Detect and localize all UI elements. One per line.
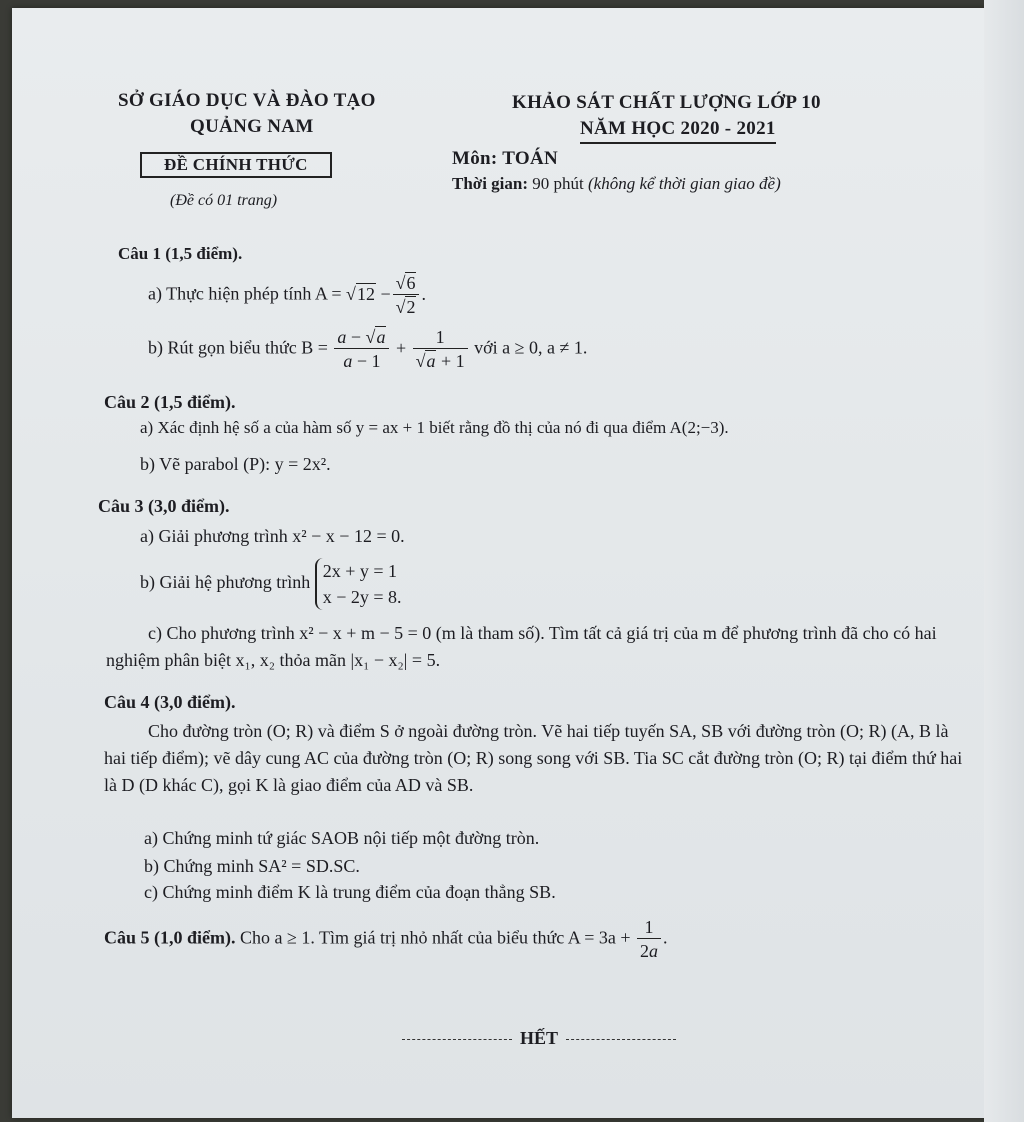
q3-a: a) Giải phương trình x² − x − 12 = 0. [140,526,405,546]
q1-title: Câu 1 (1,5 điểm). [118,244,243,263]
q5: Câu 5 (1,0 điểm). Cho a ≥ 1. Tìm giá trị nhỏ nhất của biểu thức A = 3a + $\frac{1}{2a}$ . [104,917,668,961]
q3-b-text: b) Giải hệ phương trình [140,572,311,593]
q2-b: b) Vẽ parabol (P): y = 2x². [140,454,331,474]
province-name: QUẢNG NAM [190,116,314,137]
end-marker: HẾT [520,1028,559,1048]
q1-a [148,272,426,319]
time-note: (không kể thời gian giao đề) [588,174,781,193]
q1-b-expr: $\frac{a - √a}{a - 1}$ + $\frac{1}{√a + 1}$ [332,338,469,358]
q4-body: Cho đường tròn (O; R) và điểm S ở ngoài đường tròn. Vẽ hai tiếp tuyến SA, SB với đường tròn (O; R) (A, B là hai tiếp điểm); vẽ dây cung AC của đường tròn (O; R) song song với SB. Tia SC cắt đường tròn (O; R) tại điểm thứ hai là D (D khác C), gọi K là giao điểm của AD và SB. [104,721,963,795]
q3-eq2: x − 2y = 8. [322,587,402,607]
q1-a-text: a) Thực hiện phép tính A = [148,283,342,304]
q4-a: a) Chứng minh tứ giác SAOB nội tiếp một đường tròn. [144,828,540,848]
q5-title: Câu 5 (1,0 điểm). [104,927,236,948]
q5-text: Cho a ≥ 1. Tìm giá trị nhỏ nhất của biểu thức A = 3a + [240,927,631,948]
q4-b: b) Chứng minh SA² = SD.SC. [144,856,360,876]
end-line [394,1028,684,1049]
time-label: Thời gian: [452,174,529,193]
time-line [452,174,781,194]
end-dash-right [566,1039,676,1040]
q3-system [315,558,402,610]
subject: Môn: TOÁN [452,148,558,169]
time-value: 90 phút [532,174,584,193]
q2-a: a) Xác định hệ số a của hàm số y = ax + 1 biết rằng đồ thị của nó đi qua điểm A(2;−3). [140,418,729,437]
page-note: (Đề có 01 trang) [170,192,278,209]
q3-b [140,558,402,610]
q3-c: c) Cho phương trình x² − x + m − 5 = 0 (m là tham số). Tìm tất cả giá trị của m để phương trình đã cho có hai nghiệm phân biệt x₁, x₂ thỏa mãn |x₁ − x₂| = 5. [106,623,937,670]
q4-title: Câu 4 (3,0 điểm). [104,692,236,712]
q4-c: c) Chứng minh điểm K là trung điểm của đoạn thẳng SB. [144,882,556,902]
paper-edge [984,0,1024,1122]
q3-eq1: 2x + y = 1 [322,561,398,581]
department-name: SỞ GIÁO DỤC VÀ ĐÀO TẠO [118,90,376,111]
q5-fraction: $\frac{1}{2a}$ [637,916,661,963]
official-box: ĐỀ CHÍNH THỨC [140,152,332,178]
q3-title: Câu 3 (3,0 điểm). [98,496,230,516]
end-dash-left [402,1039,512,1040]
q2-title: Câu 2 (1,5 điểm). [104,392,236,412]
school-year: NĂM HỌC 2020 - 2021 [580,118,776,144]
q1-a-expr: √12 − $\frac{√6}{√2}$ . [346,273,426,317]
q1-b-text: b) Rút gọn biểu thức B = [148,337,328,358]
exam-title: KHẢO SÁT CHẤT LƯỢNG LỚP 10 [512,92,821,113]
q1-b-condition: với a ≥ 0, a ≠ 1. [474,337,588,358]
q1-b [148,326,587,373]
